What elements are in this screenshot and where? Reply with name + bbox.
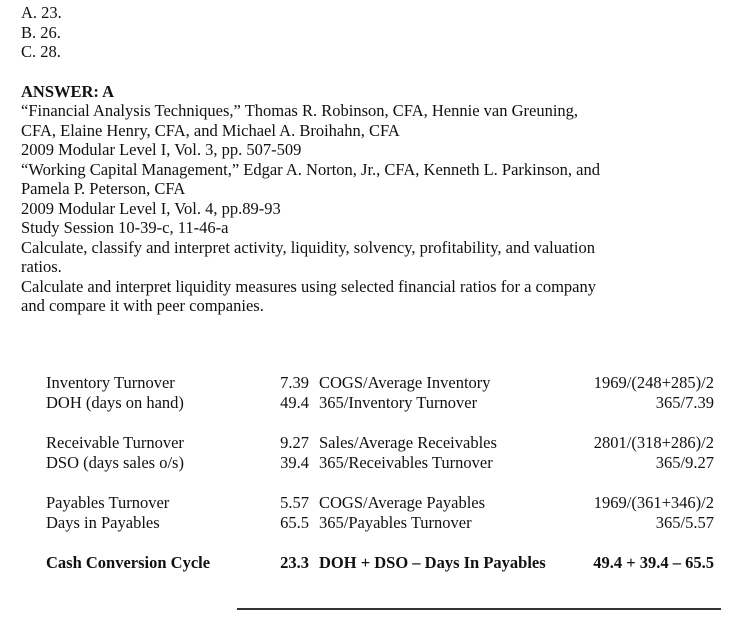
total-row xyxy=(46,553,714,573)
answer-explanation xyxy=(21,101,731,316)
ratio-value: 49.4 xyxy=(280,392,309,412)
ratio-name: DOH (days on hand) xyxy=(46,392,184,412)
ratio-formula: COGS/Average Payables xyxy=(319,493,486,512)
ratios-table xyxy=(46,373,714,573)
ratio-formula: 365/Payables Turnover xyxy=(319,512,472,532)
ratio-calculation: 2801/(318+286)/2 xyxy=(593,433,714,452)
answer-heading: ANSWER: A xyxy=(21,81,115,101)
los-line: and compare it with peer companies. xyxy=(21,296,264,315)
ratio-value: 5.57 xyxy=(280,493,309,512)
table-row xyxy=(46,393,714,413)
total-calculation: 49.4 + 39.4 – 65.5 xyxy=(593,553,714,572)
table-row xyxy=(46,493,714,513)
table-divider xyxy=(237,608,721,610)
table-row xyxy=(46,453,714,473)
table-row xyxy=(46,373,714,393)
ratio-value: 65.5 xyxy=(280,512,309,532)
ratio-calculation: 365/9.27 xyxy=(655,452,714,472)
reference-line: “Working Capital Management,” Edgar A. Norton, Jr., CFA, Kenneth L. Parkinson, and xyxy=(21,159,600,179)
choice-b: B. 26. xyxy=(21,22,61,42)
ratio-name: DSO (days sales o/s) xyxy=(46,452,184,472)
choice-c: C. 28. xyxy=(21,42,61,61)
ratio-calculation: 365/5.57 xyxy=(655,512,714,532)
reference-line: 2009 Modular Level I, Vol. 4, pp.89-93 xyxy=(21,198,281,218)
answer-choices xyxy=(21,3,731,62)
study-session-line: Study Session 10-39-c, 11-46-a xyxy=(21,218,229,237)
ratio-value: 39.4 xyxy=(280,452,309,472)
los-line: Calculate and interpret liquidity measures using selected financial ratios for a company xyxy=(21,276,597,296)
choice-a: A. 23. xyxy=(21,3,62,22)
total-value: 23.3 xyxy=(280,553,309,572)
reference-line: Pamela P. Peterson, CFA xyxy=(21,179,186,198)
ratio-value: 9.27 xyxy=(280,433,309,452)
ratio-name: Days in Payables xyxy=(46,512,160,532)
ratio-calculation: 1969/(361+346)/2 xyxy=(593,493,714,512)
ratio-formula: 365/Inventory Turnover xyxy=(319,392,478,412)
reference-line: CFA, Elaine Henry, CFA, and Michael A. Broihahn, CFA xyxy=(21,120,400,140)
los-line: Calculate, classify and interpret activity, liquidity, solvency, profitability, and valuation xyxy=(21,237,595,257)
ratio-formula: COGS/Average Inventory xyxy=(319,373,491,392)
ratio-name: Inventory Turnover xyxy=(46,373,175,392)
ratio-calculation: 365/7.39 xyxy=(655,392,714,412)
reference-line: 2009 Modular Level I, Vol. 3, pp. 507-509 xyxy=(21,140,302,159)
los-line: ratios. xyxy=(21,257,62,276)
ratio-value: 7.39 xyxy=(280,373,309,392)
ratio-name: Payables Turnover xyxy=(46,493,170,512)
table-row xyxy=(46,433,714,453)
ratio-name: Receivable Turnover xyxy=(46,433,184,452)
ratio-calculation: 1969/(248+285)/2 xyxy=(593,373,714,392)
total-name: Cash Conversion Cycle xyxy=(46,553,211,572)
reference-line: “Financial Analysis Techniques,” Thomas R. Robinson, CFA, Hennie van Greuning, xyxy=(21,101,579,120)
ratio-formula: 365/Receivables Turnover xyxy=(319,452,493,472)
answer-document xyxy=(21,3,731,316)
ratio-formula: Sales/Average Receivables xyxy=(319,433,497,452)
total-formula: DOH + DSO – Days In Payables xyxy=(319,553,546,572)
table-row xyxy=(46,513,714,533)
